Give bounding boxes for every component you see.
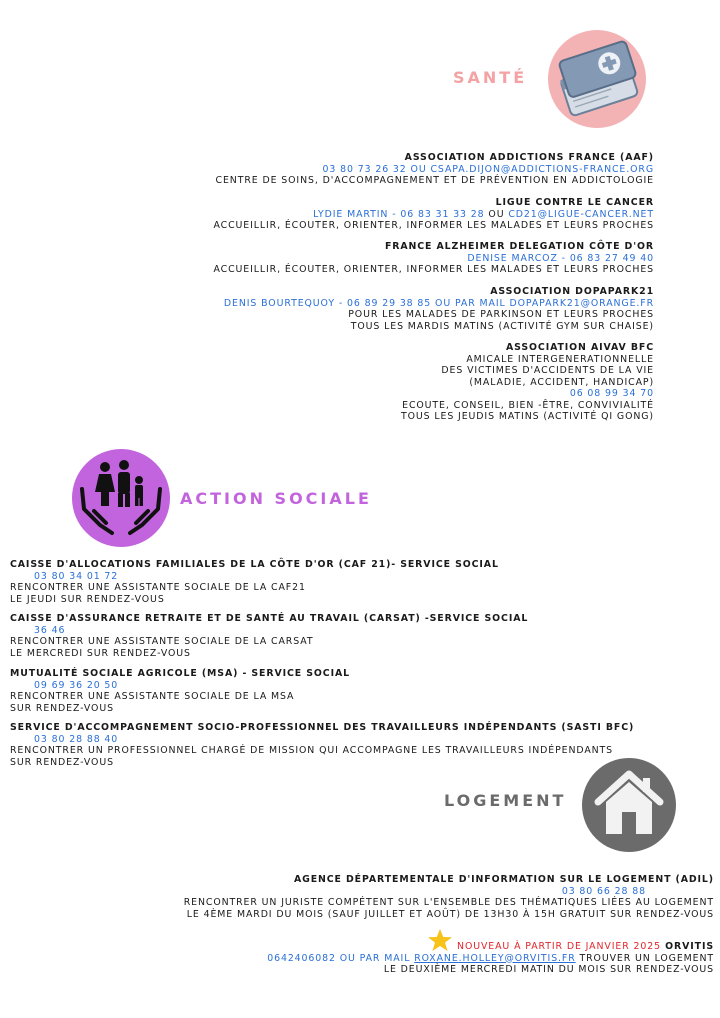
orvitis-name: ORVITIS (660, 941, 714, 952)
sante-entry-name: LIGUE CONTRE LE CANCER (495, 197, 654, 208)
orvitis-desc: TROUVER UN LOGEMENT (575, 952, 714, 964)
action-entry-phone[interactable]: 03 80 34 01 72 (34, 570, 119, 582)
action-entry-desc: RENCONTRER UNE ASSISTANTE SOCIALE DE LA CAF21 (10, 582, 306, 593)
orvitis-desc: LE DEUXIÈME MERCREDI MATIN DU MOIS SUR RENDEZ-VOUS (383, 964, 714, 975)
sante-entry-contact[interactable]: 03 80 73 26 32 OU CSAPA.DIJON@ADDICTIONS-FRANCE.ORG (322, 163, 654, 175)
orvitis-phone[interactable]: 0642406082 OU PAR MAIL (267, 952, 415, 964)
sante-title: SANTÉ (453, 68, 528, 87)
family-hands-icon (72, 449, 170, 547)
action-entry-name: CAISSE D'ASSURANCE RETRAITE ET DE SANTÉ AU TRAVAIL (CARSAT) -SERVICE SOCIAL (10, 613, 529, 624)
sante-entry-name: ASSOCIATION DOPAPARK21 (490, 286, 654, 297)
action-entry-desc: LE MERCREDI SUR RENDEZ-VOUS (10, 647, 191, 659)
sante-entry-desc: TOUS LES JEUDIS MATINS (ACTIVITÉ QI GONG) (400, 411, 654, 422)
sante-entry-desc: DES VICTIMES D'ACCIDENTS DE LA VIE (441, 365, 654, 376)
action-entry-name: CAISSE D'ALLOCATIONS FAMILIALES DE LA CÔTE D'OR (CAF 21)- SERVICE SOCIAL (10, 559, 499, 570)
action-sociale-title: ACTION SOCIALE (180, 489, 372, 508)
action-entry-desc: LE JEUDI SUR RENDEZ-VOUS (10, 593, 165, 605)
action-entry-desc: SUR RENDEZ-VOUS (10, 702, 114, 714)
action-entry-name: SERVICE D'ACCOMPAGNEMENT SOCIO-PROFESSIONNEL DES TRAVAILLEURS INDÉPENDANTS (SASTI BFC) (10, 722, 635, 733)
action-entry-desc: RENCONTRER UN PROFESSIONNEL CHARGÉ DE MISSION QUI ACCOMPAGNE LES TRAVAILLEURS INDÉPENDANTS (10, 745, 614, 756)
sante-entry-desc: POUR LES MALADES DE PARKINSON ET LEURS PROCHES (348, 309, 654, 320)
orvitis-email-link[interactable]: ROXANE.HOLLEY@ORVITIS.FR (414, 952, 576, 964)
sante-entry-desc: ACCUEILLIR, ÉCOUTER, ORIENTER, INFORMER LES MALADES ET LEURS PROCHES (213, 220, 654, 231)
new-label: NOUVEAU À PARTIR DE JANVIER 2025 (457, 941, 661, 952)
contact-separator: OU (484, 208, 509, 220)
action-entry-phone[interactable]: 36 46 (34, 624, 66, 636)
sante-entry-desc: ECOUTE, CONSEIL, BIEN -ÊTRE, CONVIVIALITÉ (402, 399, 654, 411)
sante-entry-email[interactable]: CD21@LIGUE-CANCER.NET (508, 208, 654, 220)
sante-entry-desc: ACCUEILLIR, ÉCOUTER, ORIENTER, INFORMER LES MALADES ET LEURS PROCHES (213, 264, 654, 275)
adil-name: AGENCE DÉPARTEMENTALE D'INFORMATION SUR LE LOGEMENT (ADIL) (293, 874, 714, 885)
action-entry-desc: RENCONTRER UNE ASSISTANTE SOCIALE DE LA CARSAT (10, 636, 314, 647)
sante-entry-name: ASSOCIATION AIVAV BFC (506, 342, 654, 353)
house-icon (582, 758, 676, 852)
action-entry-desc: SUR RENDEZ-VOUS (10, 756, 114, 768)
sante-entry-contact[interactable]: 06 08 99 34 70 (569, 388, 654, 399)
sante-entry-contact[interactable]: DENISE MARCOZ - 06 83 27 49 40 (467, 252, 654, 264)
sante-entry-desc: CENTRE DE SOINS, D'ACCOMPAGNEMENT ET DE PRÉVENTION EN ADDICTOLOGIE (215, 175, 654, 186)
sante-entry-name: ASSOCIATION ADDICTIONS FRANCE (AAF) (404, 152, 654, 163)
adil-desc: RENCONTRER UN JURISTE COMPÉTENT SUR L'ENSEMBLE DES THÉMATIQUES LIÉES AU LOGEMENT (183, 897, 714, 908)
sante-entry-desc: AMICALE INTERGENERATIONNELLE (466, 353, 654, 365)
action-entry-desc: RENCONTRER UNE ASSISTANTE SOCIALE DE LA MSA (10, 691, 295, 702)
action-entry-name: MUTUALITÉ SOCIALE AGRICOLE (MSA) - SERVICE SOCIAL (10, 668, 350, 679)
sante-entry-name: FRANCE ALZHEIMER DELEGATION CÔTE D'OR (384, 241, 654, 252)
logement-title: LOGEMENT (444, 791, 567, 810)
action-entry-phone[interactable]: 03 80 28 88 40 (34, 733, 119, 745)
health-card-icon (548, 30, 646, 128)
sante-entry-contact[interactable]: LYDIE MARTIN - 06 83 31 33 28 (313, 208, 485, 220)
sante-entry-contact[interactable]: DENIS BOURTEQUOY - 06 89 29 38 85 OU PAR MAIL DOPAPARK21@ORANGE.FR (223, 297, 654, 309)
adil-desc: LE 4ÈME MARDI DU MOIS (SAUF JUILLET ET AOÛT) DE 13H30 À 15H GRATUIT SUR RENDEZ-VOUS (186, 908, 714, 920)
action-entry-phone[interactable]: 09 69 36 20 50 (34, 679, 119, 691)
adil-phone[interactable]: 03 80 66 28 88 (561, 885, 646, 897)
sante-entry-desc: TOUS LES MARDIS MATINS (ACTIVITÉ GYM SUR CHAISE) (350, 320, 654, 332)
sante-entry-desc: (MALADIE, ACCIDENT, HANDICAP) (469, 376, 654, 388)
